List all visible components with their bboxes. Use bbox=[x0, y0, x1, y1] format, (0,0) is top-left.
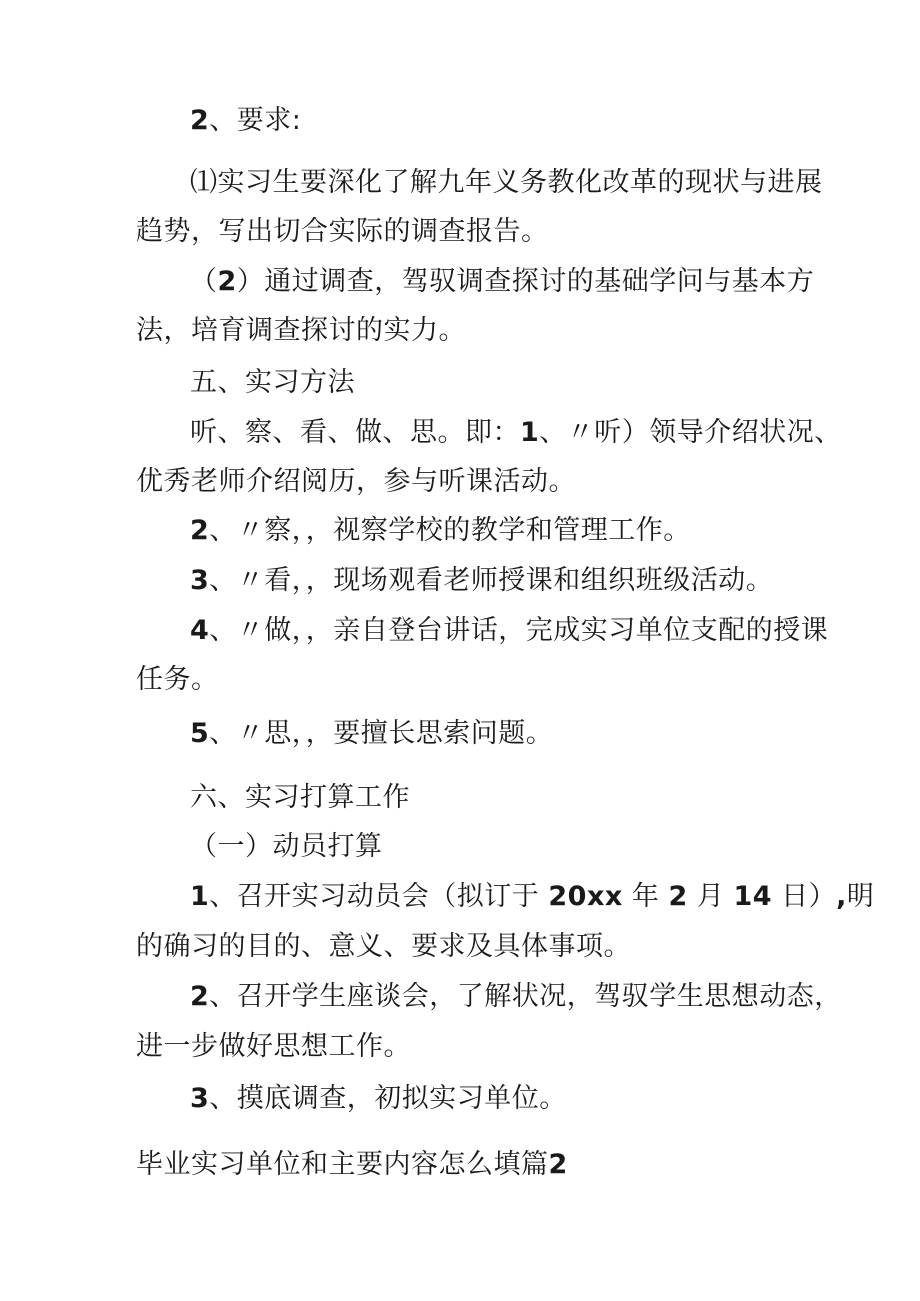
numeral-text: 3 bbox=[190, 1083, 210, 1114]
method-observe bbox=[190, 514, 691, 548]
requirements-heading bbox=[190, 104, 301, 138]
numeral-text: , bbox=[836, 881, 847, 912]
section-5-heading bbox=[190, 366, 355, 400]
line-text: （ bbox=[190, 266, 218, 297]
subsection-mobilization bbox=[190, 830, 383, 864]
line-text: 、〃察，，视察学校的教学和管理工作。 bbox=[209, 515, 691, 546]
numeral-text: 2 bbox=[217, 266, 237, 297]
requirement-1-line-2 bbox=[136, 215, 549, 249]
method-intro-line-2 bbox=[136, 465, 576, 499]
method-think bbox=[190, 717, 553, 751]
line-text: 、召开实习动员会（拟订于 bbox=[209, 881, 549, 912]
requirement-2-line-1 bbox=[190, 265, 814, 299]
numeral-text: 1 bbox=[190, 881, 210, 912]
method-do-line-2 bbox=[136, 663, 219, 697]
numeral-text: 5 bbox=[190, 718, 210, 749]
method-intro-line-1 bbox=[190, 416, 842, 450]
numeral-text: 2 bbox=[190, 105, 210, 136]
section-6-heading bbox=[190, 781, 410, 815]
line-text: 五、实习方法 bbox=[190, 367, 355, 398]
line-text: 法，培育调查探讨的实力。 bbox=[136, 315, 466, 346]
line-text: 、摸底调查，初拟实习单位。 bbox=[209, 1083, 567, 1114]
line-text: 毕业实习单位和主要内容怎么填篇 bbox=[136, 1149, 549, 1180]
line-text: 、要求: bbox=[209, 105, 302, 136]
line-text: 年 bbox=[622, 881, 669, 912]
line-text: 、〃做，，亲自登台讲话，完成实习单位支配的授课 bbox=[209, 615, 829, 646]
prep-item-3 bbox=[190, 1082, 567, 1116]
numeral-text: 3 bbox=[190, 565, 210, 596]
line-text: 明 bbox=[846, 881, 875, 912]
line-text: 优秀老师介绍阅历，参与听课活动。 bbox=[136, 466, 576, 497]
line-text: 任务。 bbox=[136, 664, 219, 695]
line-text: 、召开学生座谈会，了解状况，驾驭学生思想动态， bbox=[209, 981, 842, 1012]
numeral-text: 2 bbox=[548, 1149, 568, 1180]
numeral-text: 2 bbox=[190, 981, 210, 1012]
line-text: 、〃听）领导介绍状况、 bbox=[539, 417, 842, 448]
numeral-text: 20xx bbox=[548, 881, 623, 912]
line-text: 进一步做好思想工作。 bbox=[136, 1031, 411, 1062]
line-text: 、〃思，，要擅长思索问题。 bbox=[209, 718, 554, 749]
line-text: 六、实习打算工作 bbox=[190, 782, 410, 813]
prep-item-1-line-1 bbox=[190, 880, 874, 914]
line-text: （一）动员打算 bbox=[190, 831, 383, 862]
line-text: 日） bbox=[772, 881, 837, 912]
method-watch bbox=[190, 564, 773, 598]
numeral-text: 4 bbox=[190, 615, 210, 646]
line-text: 、〃看，，现场观看老师授课和组织班级活动。 bbox=[209, 565, 774, 596]
line-text: ⑴实习生要深化了解九年义务教化改革的现状与进展 bbox=[190, 167, 823, 198]
prep-item-1-line-2 bbox=[136, 930, 631, 964]
numeral-text: 14 bbox=[733, 881, 773, 912]
article-heading-part-2 bbox=[136, 1148, 568, 1182]
method-do-line-1 bbox=[190, 614, 828, 648]
numeral-text: 1 bbox=[520, 417, 540, 448]
line-text: ）通过调查，驾驭调查探讨的基础学问与基本方 bbox=[236, 266, 815, 297]
prep-item-2-line-2 bbox=[136, 1030, 411, 1064]
requirement-2-line-2 bbox=[136, 314, 466, 348]
numeral-text: 2 bbox=[190, 515, 210, 546]
prep-item-2-line-1 bbox=[190, 980, 842, 1014]
line-text: 趋势，写出切合实际的调查报告。 bbox=[136, 216, 549, 247]
line-text: 的确习的目的、意义、要求及具体事项。 bbox=[136, 931, 631, 962]
line-text: 月 bbox=[687, 881, 734, 912]
line-text: 听、察、看、做、思。即： bbox=[190, 417, 520, 448]
requirement-1-line-1 bbox=[190, 166, 823, 200]
numeral-text: 2 bbox=[668, 881, 688, 912]
